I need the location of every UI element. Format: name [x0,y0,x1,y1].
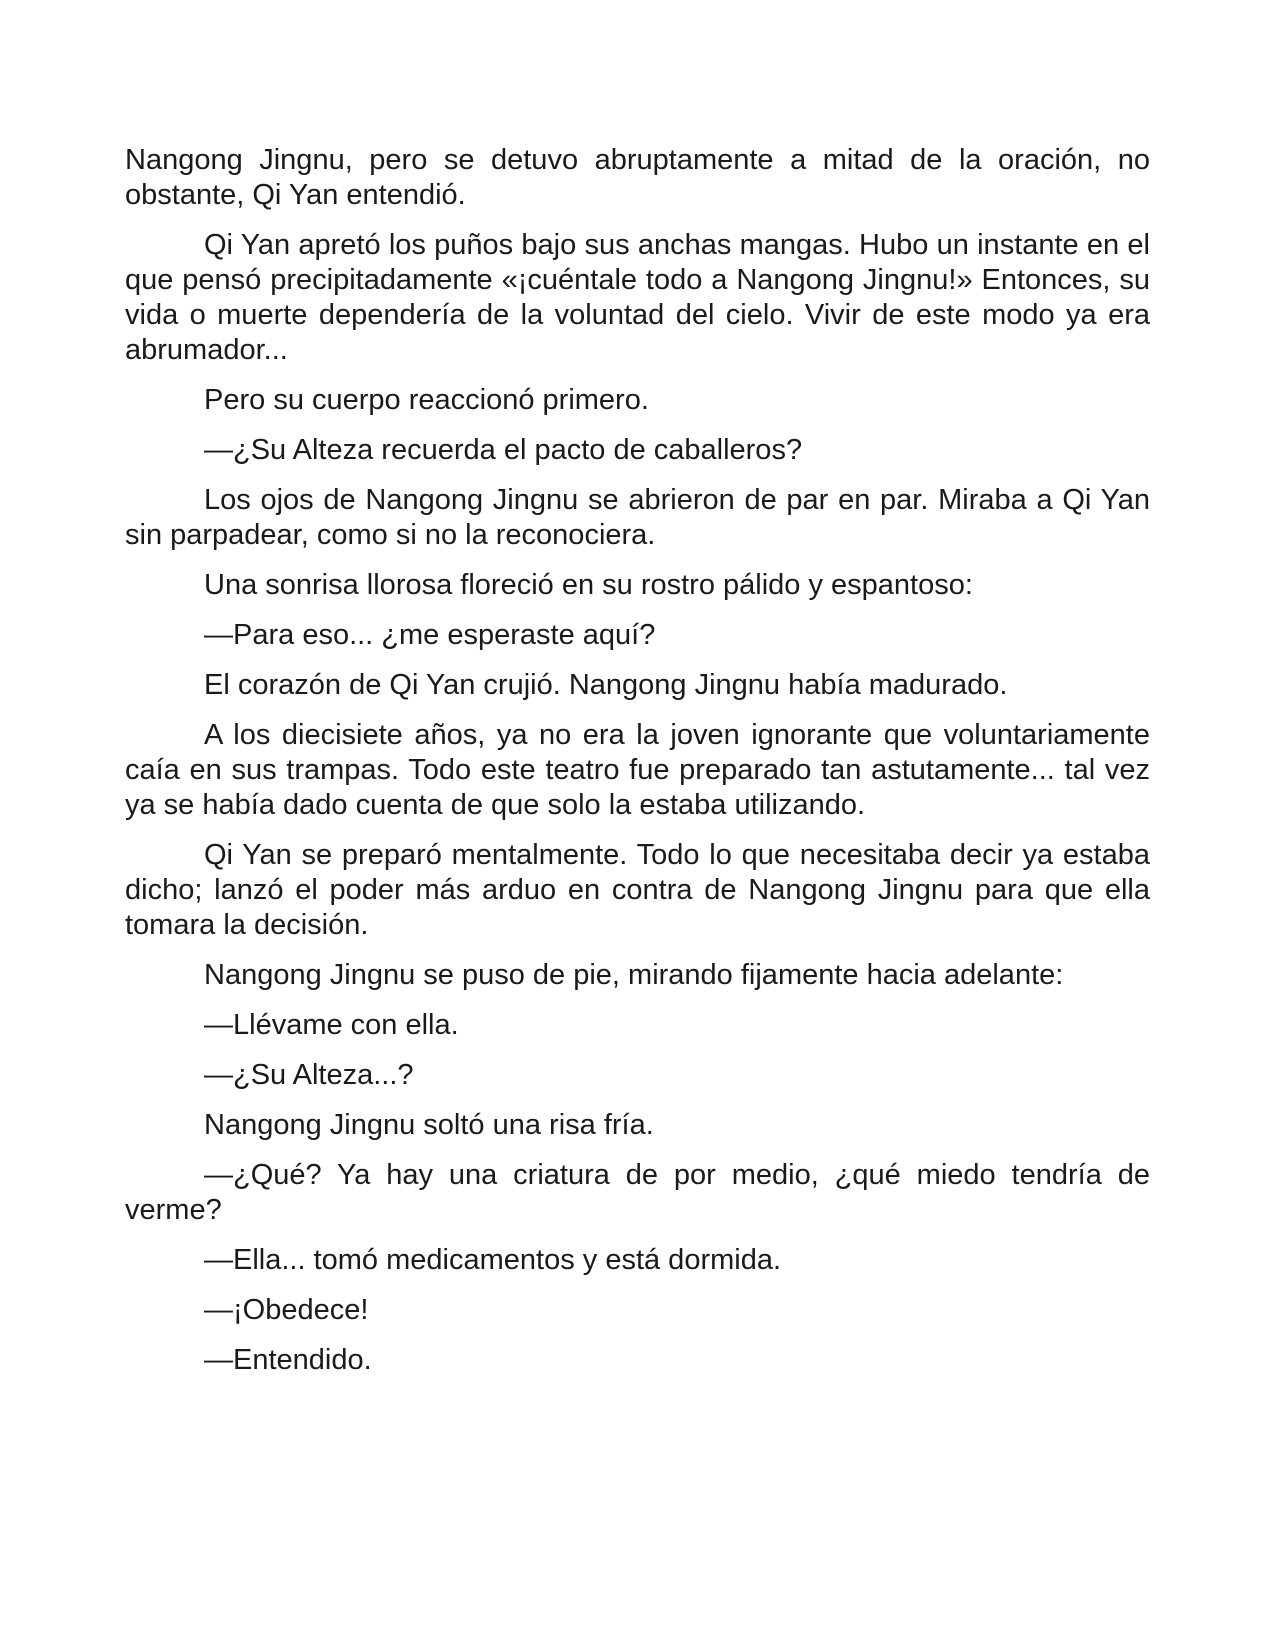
paragraph-4: —¿Su Alteza recuerda el pacto de caballeros? [204,434,803,466]
paragraph-16: —Ella... tomó medicamentos y está dormida. [204,1244,782,1276]
paragraph-18: —Entendido. [204,1344,372,1376]
paragraph-2: Qi Yan apretó los puños bajo sus anchas mangas. Hubo un instante en el que pensó precipitadamente «¡cuéntale todo a Nangong Jingnu!» Entonces, su vida o muerte dependería de la voluntad del cielo. Vivir de este modo ya era abrumador... [125,229,1150,366]
paragraph-15: —¿Qué? Ya hay una criatura de por medio, ¿qué miedo tendría de verme? [125,1159,1150,1226]
paragraph-14: Nangong Jingnu soltó una risa fría. [204,1109,654,1141]
paragraph-13: —¿Su Alteza...? [204,1059,414,1091]
paragraph-9: A los diecisiete años, ya no era la joven ignorante que voluntariamente caía en sus trampas. Todo este teatro fue preparado tan astutamente... tal vez ya se había dado cuenta de que solo la estaba utilizando. [125,719,1150,821]
paragraph-3: Pero su cuerpo reaccionó primero. [204,384,649,416]
paragraph-5: Los ojos de Nangong Jingnu se abrieron de par en par. Miraba a Qi Yan sin parpadear, como si no la reconociera. [125,484,1150,551]
paragraph-10: Qi Yan se preparó mentalmente. Todo lo que necesitaba decir ya estaba dicho; lanzó el poder más arduo en contra de Nangong Jingnu para que ella tomara la decisión. [125,839,1150,941]
paragraph-6: Una sonrisa llorosa floreció en su rostro pálido y espantoso: [204,569,973,601]
paragraph-12: —Llévame con ella. [204,1009,459,1041]
paragraph-17: —¡Obedece! [204,1294,369,1326]
paragraph-1: Nangong Jingnu, pero se detuvo abruptamente a mitad de la oración, no obstante, Qi Yan entendió. [125,144,1150,211]
paragraph-8: El corazón de Qi Yan crujió. Nangong Jingnu había madurado. [204,669,1008,701]
paragraph-11: Nangong Jingnu se puso de pie, mirando fijamente hacia adelante: [204,959,1064,991]
paragraph-7: —Para eso... ¿me esperaste aquí? [204,619,656,651]
